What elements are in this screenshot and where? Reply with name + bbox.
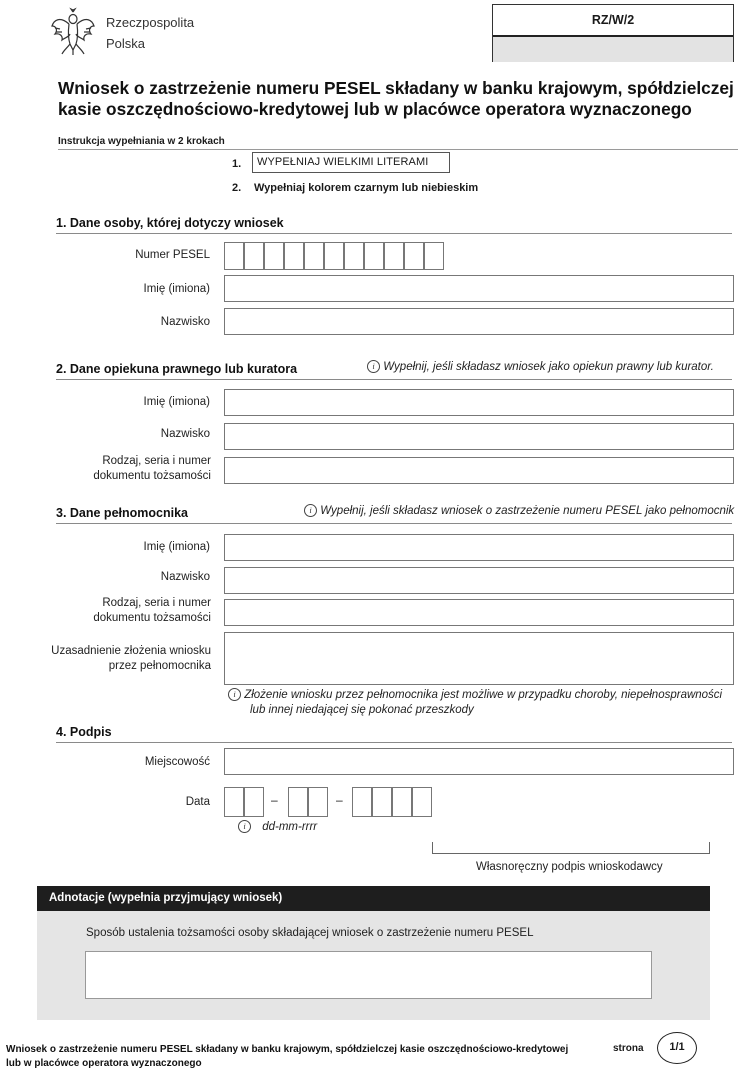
date-year-cell[interactable] <box>392 787 412 817</box>
proxy-document-label-line1: Rodzaj, seria i numer <box>102 597 211 609</box>
person-first-name-field[interactable] <box>224 275 734 302</box>
guardian-document-field[interactable] <box>224 457 734 484</box>
country-name <box>106 12 194 54</box>
proxy-reason-note-line1-text: Złożenie wniosku przez pełnomocnika jest możliwe w przypadku choroby, niepełnosprawności <box>244 689 723 701</box>
guardian-surname-label: Nazwisko <box>160 428 210 440</box>
place-label: Miejscowość <box>144 756 210 768</box>
guardian-document-label-line2: dokumentu tożsamości <box>93 470 211 482</box>
pesel-digit-cell[interactable] <box>364 242 384 270</box>
section3-note-text: Wypełnij, jeśli składasz wniosek o zastrzeżenie numeru PESEL jako pełnomocnik <box>320 505 735 517</box>
date-label: Data <box>185 796 210 808</box>
section2-note <box>367 360 714 375</box>
form-code: RZ/W/2 <box>493 5 733 37</box>
country-line2: Polska <box>106 36 146 51</box>
proxy-document-field[interactable] <box>224 599 734 626</box>
place-field[interactable] <box>224 748 734 775</box>
pesel-input-group[interactable] <box>224 242 446 270</box>
pesel-digit-cell[interactable] <box>224 242 244 270</box>
section4-title: 4. Podpis <box>56 725 112 739</box>
person-first-name-label: Imię (imiona) <box>143 283 210 295</box>
pesel-label: Numer PESEL <box>135 249 210 261</box>
section1-title: 1. Dane osoby, której dotyczy wniosek <box>56 216 284 230</box>
proxy-first-name-label: Imię (imiona) <box>143 541 210 553</box>
signature-label: Własnoręczny podpis wnioskodawcy <box>476 861 663 873</box>
step2-text: Wypełniaj kolorem czarnym lub niebieskim <box>254 182 479 194</box>
step1-number: 1. <box>232 158 242 170</box>
form-title-line1: Wniosek o zastrzeżenie numeru PESEL składany w banku krajowym, spółdzielczej <box>58 78 734 98</box>
guardian-document-label <box>40 454 211 484</box>
pesel-digit-cell[interactable] <box>264 242 284 270</box>
pesel-digit-cell[interactable] <box>324 242 344 270</box>
proxy-document-label <box>40 596 211 626</box>
date-day-cell[interactable] <box>224 787 244 817</box>
footer-text-line2: lub w placówce operatora wyznaczonego <box>6 1058 202 1069</box>
proxy-surname-field[interactable] <box>224 567 734 594</box>
pesel-digit-cell[interactable] <box>304 242 324 270</box>
signature-line[interactable] <box>432 842 710 854</box>
date-year-cell[interactable] <box>372 787 392 817</box>
proxy-reason-label <box>20 644 211 674</box>
instructions-divider <box>58 149 738 150</box>
date-input-group[interactable] <box>224 787 434 817</box>
pesel-digit-cell[interactable] <box>244 242 264 270</box>
guardian-surname-field[interactable] <box>224 423 734 450</box>
annotations-header: Adnotacje (wypełnia przyjmujący wniosek) <box>37 886 710 911</box>
proxy-reason-label-line2: przez pełnomocnika <box>108 660 211 672</box>
page-number: 1/1 <box>657 1032 697 1064</box>
date-day-cell[interactable] <box>244 787 264 817</box>
pesel-digit-cell[interactable] <box>404 242 424 270</box>
date-year-cell[interactable] <box>352 787 372 817</box>
info-icon: i <box>228 688 241 701</box>
form-title-line2: kasie oszczędnościowo-kredytowej lub w placówce operatora wyznaczonego <box>58 99 692 119</box>
proxy-reason-note-line2: lub innej niedającej się pokonać przeszkody <box>250 704 474 716</box>
date-separator: – <box>271 793 278 807</box>
pesel-digit-cell[interactable] <box>424 242 444 270</box>
person-surname-label: Nazwisko <box>160 316 210 328</box>
section1-divider <box>56 233 732 234</box>
proxy-reason-note-line1 <box>228 688 734 703</box>
guardian-first-name-field[interactable] <box>224 389 734 416</box>
date-separator: – <box>336 793 343 807</box>
section2-title: 2. Dane opiekuna prawnego lub kuratora <box>56 362 298 376</box>
pesel-digit-cell[interactable] <box>344 242 364 270</box>
footer-text <box>6 1043 576 1071</box>
section4-divider <box>56 742 732 743</box>
date-year-cell[interactable] <box>412 787 432 817</box>
proxy-reason-field[interactable] <box>224 632 734 685</box>
step1-text: WYPEŁNIAJ WIELKIMI LITERAMI <box>252 152 450 173</box>
guardian-first-name-label: Imię (imiona) <box>143 396 210 408</box>
proxy-reason-note <box>228 688 734 718</box>
info-icon: i <box>367 360 380 373</box>
person-surname-field[interactable] <box>224 308 734 335</box>
section3-divider <box>56 523 732 524</box>
pesel-digit-cell[interactable] <box>284 242 304 270</box>
footer-text-line1: Wniosek o zastrzeżenie numeru PESEL składany w banku krajowym, spółdzielczej kasie oszczędnościowo-kredytowej <box>6 1044 569 1055</box>
info-icon: i <box>304 504 317 517</box>
form-code-box <box>492 4 734 62</box>
pesel-digit-cell[interactable] <box>384 242 404 270</box>
polish-eagle-emblem-icon <box>50 6 96 56</box>
section2-divider <box>56 379 732 380</box>
guardian-document-label-line1: Rodzaj, seria i numer <box>102 455 211 467</box>
country-line1: Rzeczpospolita <box>106 15 195 30</box>
date-month-cell[interactable] <box>288 787 308 817</box>
section3-note <box>304 504 734 519</box>
proxy-surname-label: Nazwisko <box>160 571 210 583</box>
date-format-note <box>238 820 317 835</box>
section2-note-text: Wypełnij, jeśli składasz wniosek jako opiekun prawny lub kurator. <box>383 361 714 373</box>
info-icon: i <box>238 820 251 833</box>
step2-number: 2. <box>232 182 242 194</box>
form-title <box>58 78 738 120</box>
form-code-filler <box>493 37 733 62</box>
annotations-field[interactable] <box>85 951 652 999</box>
section3-title: 3. Dane pełnomocnika <box>56 506 188 520</box>
date-format-text: dd-mm-rrrr <box>262 821 318 833</box>
page-label: strona <box>613 1043 644 1054</box>
annotations-label: Sposób ustalenia tożsamości osoby składającej wniosek o zastrzeżenie numeru PESEL <box>86 927 534 939</box>
proxy-first-name-field[interactable] <box>224 534 734 561</box>
proxy-reason-label-line1: Uzasadnienie złożenia wniosku <box>51 645 211 657</box>
proxy-document-label-line2: dokumentu tożsamości <box>93 612 211 624</box>
instructions-title: Instrukcja wypełniania w 2 krokach <box>58 136 225 147</box>
date-month-cell[interactable] <box>308 787 328 817</box>
